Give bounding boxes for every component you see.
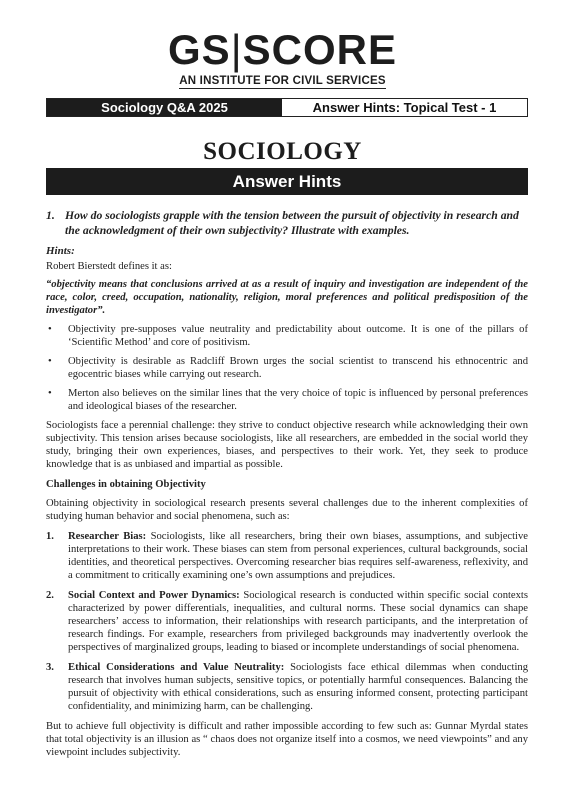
banner-right: Answer Hints: Topical Test - 1 xyxy=(282,99,527,116)
item-label: Researcher Bias: xyxy=(68,531,147,542)
item-number: 2. xyxy=(46,590,54,601)
bullet-text: Merton also believes on the similar lines that the very choice of topic is influenced by personal preferences and ideological biases of the researcher. xyxy=(68,388,528,412)
subheading: Challenges in obtaining Objectivity xyxy=(46,479,206,490)
list-item xyxy=(46,589,528,654)
logo-separator: | xyxy=(230,26,243,73)
logo xyxy=(0,26,565,73)
intro-text: Robert Bierstedt defines it as: xyxy=(46,261,172,272)
question-number: 1. xyxy=(46,209,55,222)
paragraph-2: Obtaining objectivity in sociological research presents several challenges due to the inherent complexities of studying human behavior and social phenomena, such as: xyxy=(46,498,528,522)
list-item xyxy=(46,323,528,349)
paragraph-1: Sociologists face a perennial challenge: they strive to conduct objective research while acknowledging their own subjectivity. This tension arises because sociologists, like all researchers, are embedded in the social world they study, bringing their own experiences, biases, and perspectives to their work. Yet, they seek to produce knowledge that is as unbiased and impartial as possible. xyxy=(46,420,528,470)
list-item xyxy=(46,387,528,413)
item-body: Sociologists face ethical dilemmas when conducting research that involves human subjects, sensitive topics, or potentially harmful consequences. Balancing the pursuit of objectivity with ethical considerations, such as ensuring informed consent, protecting participant confidentiality, and minimizing harm, can be challenging. xyxy=(68,662,529,712)
item-text xyxy=(68,530,528,582)
list-item xyxy=(46,661,528,713)
item-body: Sociological research is conducted within specific social contexts characterized by power differentials, inequalities, and cultural norms. These social dynamics can shape researchers’ access to information, their relationships with research participants, and the interpretation of research findings. For example, researchers from privileged backgrounds may inadvertently overlook the perspectives of marginalized groups, leading to biased or incomplete understandings of social phenomena. xyxy=(68,590,528,653)
page-title: SOCIOLOGY xyxy=(203,138,362,165)
challenges-list xyxy=(46,530,528,713)
item-label: Social Context and Power Dynamics: xyxy=(68,590,240,601)
tagline: AN INSTITUTE FOR CIVIL SERVICES xyxy=(179,75,386,87)
paragraph-3: But to achieve full objectivity is difficult and rather impossible according to few such as: Gunnar Myrdal states that total objectivity is an illusion as “ chaos does not organize itself into a cosmos, we need viewpoints” and any viewpoint includes subjectivity. xyxy=(46,721,528,758)
item-text xyxy=(68,661,528,713)
list-item xyxy=(46,530,528,582)
item-text xyxy=(68,589,528,654)
logo-left: GS xyxy=(168,26,231,73)
bullet-icon: • xyxy=(48,324,52,335)
logo-right: SCORE xyxy=(242,26,397,73)
content xyxy=(46,208,528,766)
definition-quote: “objectivity means that conclusions arrived at as a result of inquiry and investigation are independent of the race, color, creed, occupation, nationality, religion, moral preferences and political predisposition of the investigator”. xyxy=(46,279,528,316)
section-bar: Answer Hints xyxy=(46,168,528,195)
question xyxy=(46,208,528,238)
question-text: How do sociologists grapple with the tension between the pursuit of objectivity in research and the acknowledgment of their own subjectivity? Illustrate with examples. xyxy=(65,209,519,237)
bullet-text: Objectivity pre-supposes value neutrality and predictability about outcome. It is one of the pillars of ‘Scientific Method’ and core of positivism. xyxy=(68,324,528,348)
banner xyxy=(46,98,528,117)
hints-label: Hints: xyxy=(46,245,75,257)
bullet-list xyxy=(46,323,528,413)
item-number: 1. xyxy=(46,531,54,542)
header xyxy=(0,26,565,89)
bullet-text: Objectivity is desirable as Radcliff Brown urges the social scientist to transcend his ethnocentric and egocentric biases while carrying out research. xyxy=(68,356,528,380)
item-number: 3. xyxy=(46,662,54,673)
bullet-icon: • xyxy=(48,356,52,367)
bullet-icon: • xyxy=(48,388,52,399)
banner-left: Sociology Q&A 2025 xyxy=(47,99,282,116)
list-item xyxy=(46,355,528,381)
item-body: Sociologists, like all researchers, bring their own biases, assumptions, and subjective interpretations to their work. These biases can stem from personal experiences, cultural backgrounds, social identities, and theoretical perspectives. Overcoming researcher bias requires self-awareness, reflexivity, and a commitment to critically examining one’s own assumptions and prejudices. xyxy=(68,531,528,581)
item-label: Ethical Considerations and Value Neutrality: xyxy=(68,662,285,673)
